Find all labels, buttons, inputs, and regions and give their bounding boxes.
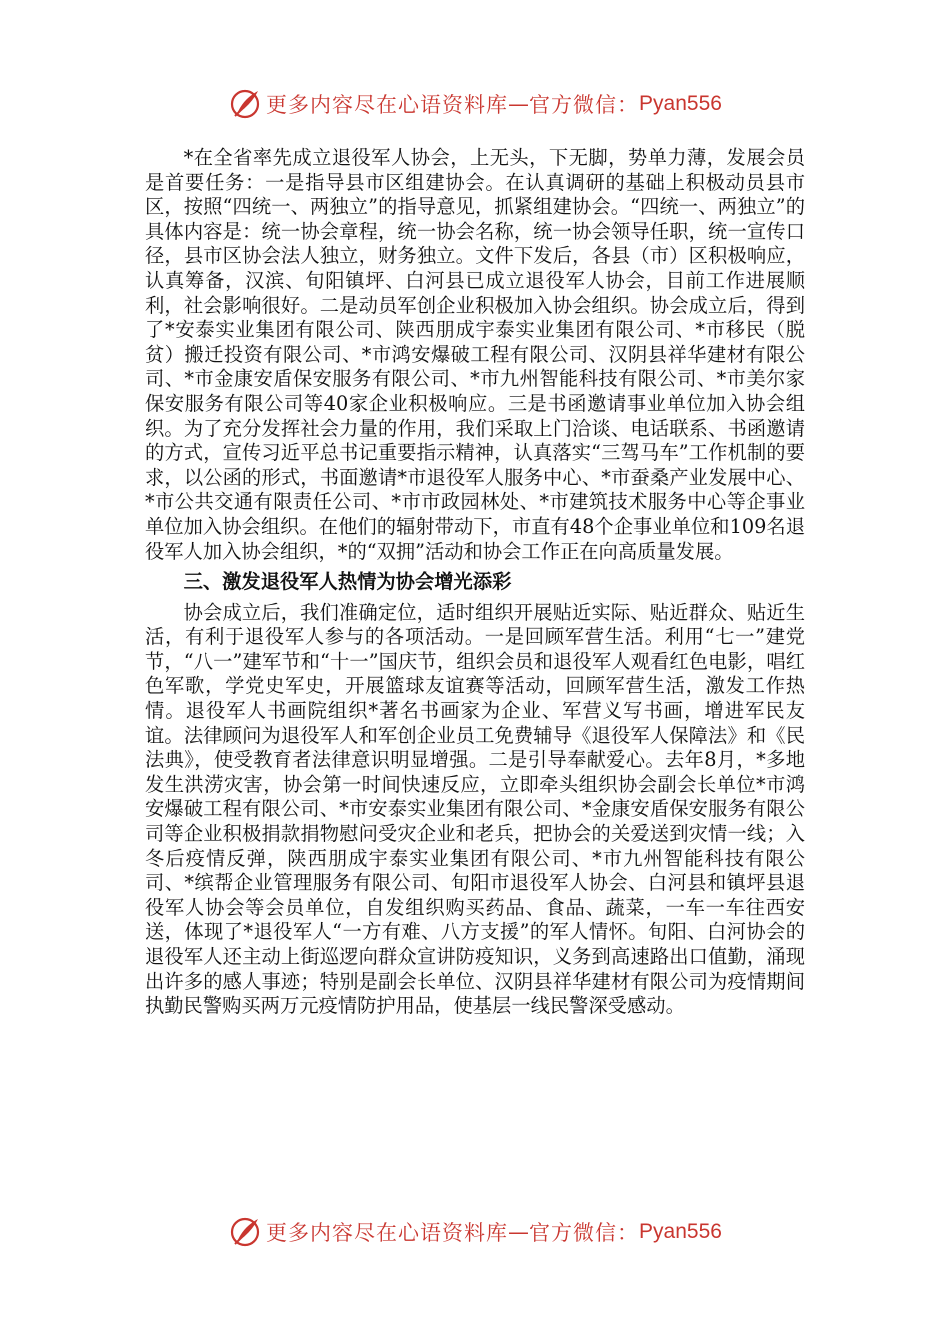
body-paragraph-2: 协会成立后，我们准确定位，适时组织开展贴近实际、贴近群众、贴近生活，有利于退役军人参与的各项活动。一是回顾军营生活。利用“七一”建党节，“八一”建军节和“十一”国庆节，组织会员和退役军人观看红色电影，唱红色军歌，学党史军史，开展篮球友谊赛等活动，回顾军营生活，激发工作热情。退役军人书画院组织*著名书画家为企业、军营义写书画，增进军民友谊。法律顾问为退役军人和军创企业员工免费辅导《退役军人保障法》和《民法典》，使受教育者法律意识明显增强。二是引导奉献爱心。去年8月，*多地发生洪涝灾害，协会第一时间快速反应，立即牵头组织协会副会长单位*市鸿安爆破工程有限公司、*市安泰实业集团有限公司、*金康安盾保安服务有限公司等企业积极捐款捐物慰问受灾企业和老兵，把协会的关爱送到灾情一线；入冬后疫情反弹，陕西朋成宇泰实业集团有限公司、*市九州智能科技有限公司、*缤帮企业管理服务有限公司、旬阳市退役军人协会、白河县和镇坪县退役军人协会等会员单位，自发组织购买药品、食品、蔬菜，一车一车往西安送，体现了*退役军人“一方有难、八方支援”的军人情怀。旬阳、白河协会的退役军人还主动上街巡逻向群众宣讲防疫知识，义务到高速路出口值勤，涌现出许多的感人事迹；特别是副会长单位、汉阴县祥华建材有限公司为疫情期间执勤民警购买两万元疫情防护用品，使基层一线民警深受感动。	[145, 600, 805, 1018]
watermark-separator: —	[508, 92, 530, 116]
header-watermark	[0, 84, 950, 124]
quill-logo-icon	[228, 87, 262, 121]
watermark-text: 更多内容尽在心语资料库	[266, 93, 509, 117]
watermark-wechat-id: Pyan556	[639, 92, 722, 115]
quill-logo-icon	[228, 1215, 262, 1249]
body-paragraph-1: *在全省率先成立退役军人协会，上无头，下无脚，势单力薄，发展会员是首要任务：一是指导县市区组建协会。在认真调研的基础上积极动员县市区，按照“四统一、两独立”的指导意见，抓紧组建协会。“四统一、两独立”的具体内容是：统一协会章程，统一协会名称，统一协会领导任职，统一宣传口径，县市区协会法人独立，财务独立。文件下发后，各县（市）区积极响应，认真筹备，汉滨、旬阳镇坪、白河县已成立退役军人协会，目前工作进展顺利，社会影响很好。二是动员军创企业积极加入协会组织。协会成立后，得到了*安泰实业集团有限公司、陕西朋成宇泰实业集团有限公司、*市移民（脱贫）搬迁投资有限公司、*市鸿安爆破工程有限公司、汉阴县祥华建材有限公司、*市金康安盾保安服务有限公司、*市九州智能科技有限公司、*市美尔家保安服务有限公司等40家企业积极响应。三是书函邀请事业单位加入协会组织。为了充分发挥社会力量的作用，我们采取上门洽谈、电话联系、书函邀请的方式，宣传习近平总书记重要指示精神，认真落实“三驾马车”工作机制的要求，以公函的形式，书面邀请*市退役军人服务中心、*市蚕桑产业发展中心、*市公共交通有限责任公司、*市市政园林处、*市建筑技术服务中心等企事业单位加入协会组织。在他们的辐射带动下，市直有48个企事业单位和109名退役军人加入协会组织，*的“双拥”活动和协会工作正在向高质量发展。	[145, 146, 805, 563]
watermark-wechat-id: Pyan556	[639, 1220, 722, 1243]
watermark-label: 官方微信：	[529, 93, 640, 117]
watermark-separator: —	[508, 1220, 530, 1244]
document-body	[145, 146, 805, 1019]
footer-watermark	[0, 1212, 950, 1252]
watermark-text: 更多内容尽在心语资料库	[266, 1221, 509, 1245]
section-heading-3: 三、激发退役军人热情为协会增光添彩	[183, 570, 512, 594]
watermark-label: 官方微信：	[529, 1221, 640, 1245]
